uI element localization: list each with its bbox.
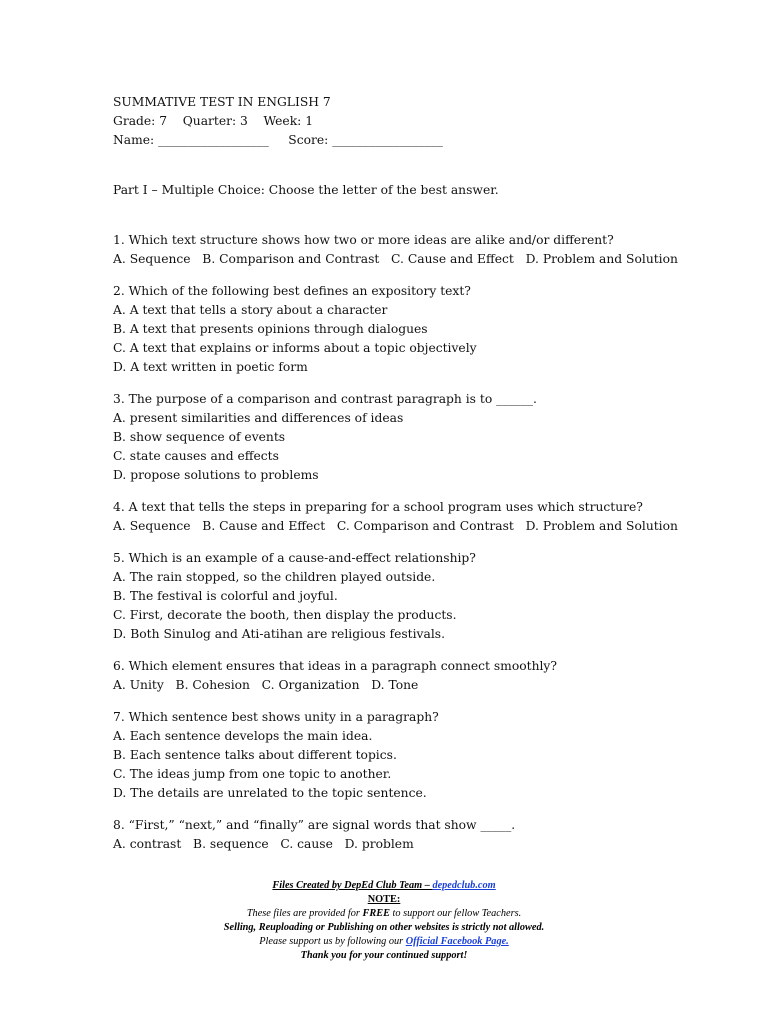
footer-free-pre: These files are provided for: [246, 908, 363, 919]
answer-choices: A. present similarities and differences of ideas: [113, 411, 404, 425]
test-header: [113, 93, 673, 150]
question-item: [113, 708, 673, 803]
answer-choices: C. First, decorate the booth, then display the products.: [113, 608, 457, 622]
footer-warning: Selling, Reuploading or Publishing on other websites is strictly not allowed.: [223, 922, 545, 933]
question-stem: 8. “First,” “next,” and “finally” are signal words that show _____.: [113, 818, 516, 832]
answer-choices: D. Both Sinulog and Ati-atihan are religious festivals.: [113, 627, 445, 641]
answer-choices: D. A text written in poetic form: [113, 360, 308, 374]
answer-choices: C. A text that explains or informs about a topic objectively: [113, 341, 477, 355]
question-list: [113, 231, 678, 854]
question-item: [113, 657, 673, 695]
question-item: [113, 549, 673, 644]
answer-choices: B. A text that presents opinions through dialogues: [113, 322, 428, 336]
question-stem: 5. Which is an example of a cause-and-effect relationship?: [113, 551, 476, 565]
facebook-page-link[interactable]: Official Facebook Page.: [405, 936, 509, 947]
footer-credit-text: Files Created by DepEd Club Team –: [272, 880, 433, 891]
question-item: [113, 390, 673, 485]
answer-choices: B. The festival is colorful and joyful.: [113, 589, 338, 603]
answer-choices: A. Sequence B. Cause and Effect C. Comparison and Contrast D. Problem and Solution: [113, 519, 678, 533]
depedclub-link[interactable]: depedclub.com: [432, 880, 496, 891]
answer-choices: A. Sequence B. Comparison and Contrast C. Cause and Effect D. Problem and Solution: [113, 252, 678, 266]
footer-free-line: [0, 907, 768, 921]
footer-free-post: to support our fellow Teachers.: [389, 908, 522, 919]
question-item: [113, 498, 678, 536]
footer-support-line: [0, 935, 768, 949]
answer-choices: A. Each sentence develops the main idea.: [113, 729, 373, 743]
footer-note: [0, 879, 768, 963]
answer-choices: C. The ideas jump from one topic to another.: [113, 767, 392, 781]
question-stem: 3. The purpose of a comparison and contrast paragraph is to ______.: [113, 392, 537, 406]
question-stem: 7. Which sentence best shows unity in a paragraph?: [113, 710, 439, 724]
footer-note-label: NOTE:: [367, 894, 401, 905]
grade-quarter-week: Grade: 7 Quarter: 3 Week: 1: [113, 114, 314, 128]
answer-choices: A. The rain stopped, so the children played outside.: [113, 570, 436, 584]
answer-choices: C. state causes and effects: [113, 449, 279, 463]
answer-choices: B. show sequence of events: [113, 430, 286, 444]
question-stem: 2. Which of the following best defines an expository text?: [113, 284, 471, 298]
answer-choices: A. contrast B. sequence C. cause D. problem: [113, 837, 414, 851]
answer-choices: D. propose solutions to problems: [113, 468, 319, 482]
footer-support-pre: Please support us by following our: [259, 936, 406, 947]
question-stem: 1. Which text structure shows how two or more ideas are alike and/or different?: [113, 233, 614, 247]
answer-choices: A. A text that tells a story about a character: [113, 303, 388, 317]
answer-choices: B. Each sentence talks about different topics.: [113, 748, 397, 762]
question-item: [113, 231, 678, 269]
test-title: SUMMATIVE TEST IN ENGLISH 7: [113, 95, 331, 109]
question-stem: 6. Which element ensures that ideas in a paragraph connect smoothly?: [113, 659, 557, 673]
footer-free-word: FREE: [362, 908, 390, 919]
question-stem: 4. A text that tells the steps in preparing for a school program uses which structure?: [113, 500, 643, 514]
answer-choices: D. The details are unrelated to the topic sentence.: [113, 786, 427, 800]
footer-thanks: Thank you for your continued support!: [300, 950, 468, 961]
part-instruction: Part I – Multiple Choice: Choose the letter of the best answer.: [113, 183, 499, 197]
question-item: [113, 816, 673, 854]
test-document: [113, 93, 678, 867]
footer-credit: [0, 879, 768, 893]
name-score-line: Name: __________________ Score: __________________: [113, 133, 443, 147]
answer-choices: A. Unity B. Cohesion C. Organization D. Tone: [113, 678, 419, 692]
question-item: [113, 282, 673, 377]
